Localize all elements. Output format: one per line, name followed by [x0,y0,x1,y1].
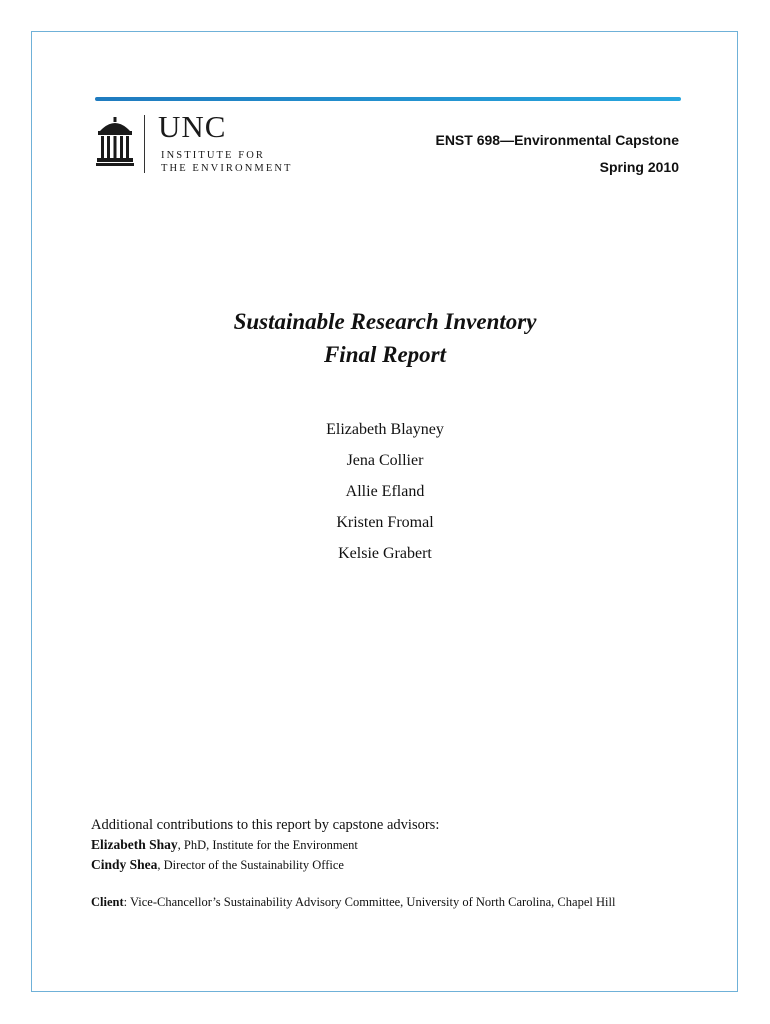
advisor-name: Cindy Shea [91,857,158,872]
unc-logo [96,109,306,175]
advisor-line [91,835,711,855]
course-term: Spring 2010 [599,159,679,175]
contributions-intro: Additional contributions to this report by capstone advisors: [91,817,440,833]
advisor-name: Elizabeth Shay [91,837,178,852]
author-name: Jena Collier [346,452,424,469]
advisor-role: , PhD, Institute for the Environment [177,838,358,852]
advisor-role: , Director of the Sustainability Office [157,858,344,872]
logo-divider [144,115,145,173]
advisor-line [91,855,711,875]
author-name: Allie Efland [345,483,425,500]
logo-subtitle-line2: THE ENVIRONMENT [161,163,293,174]
client-text: : Vice-Chancellor’s Sustainability Advisory Committee, University of North Carolina, Chapel Hill [123,895,616,909]
logo-wordmark: UNC [158,109,227,144]
contributions [91,815,711,875]
client-line [91,895,731,910]
old-well-icon [96,117,134,167]
title-line-2: Final Report [323,342,447,367]
report-title [0,305,770,371]
client-label: Client [91,895,124,909]
course-info [435,127,679,181]
course-title: ENST 698—Environmental Capstone [435,132,679,148]
title-line-1: Sustainable Research Inventory [233,309,537,334]
author-name: Kristen Fromal [336,514,434,531]
logo-subtitle-line1: INSTITUTE FOR [161,150,266,161]
author-list [0,414,770,569]
author-name: Kelsie Grabert [338,545,432,562]
header-rule [95,97,681,101]
author-name: Elizabeth Blayney [326,421,444,438]
